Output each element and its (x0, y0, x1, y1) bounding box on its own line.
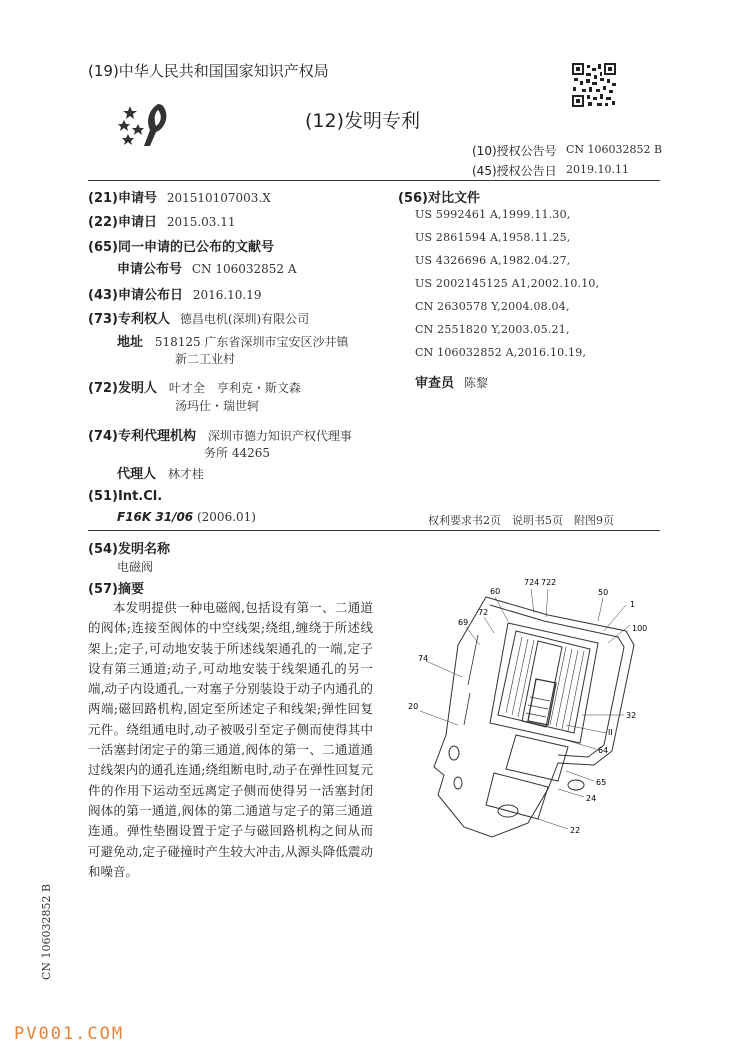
inventors-line1: 叶才全 亨利克・斯文森 (168, 381, 301, 395)
valve-figure (398, 575, 660, 845)
intcl-class: F16K 31/06 (117, 510, 194, 524)
reference-item: US 5992461 A,1999.11.30, (415, 208, 571, 221)
agent-value: 林才桂 (167, 467, 204, 481)
address-line2: 新二工业村 (175, 352, 236, 366)
reference-item: US 2861594 A,1958.11.25, (415, 231, 571, 244)
references-label: (56)对比文件 (398, 191, 480, 206)
agent-label: 代理人 (117, 467, 157, 482)
intcl-version: (2006.01) (196, 510, 256, 524)
figure-label: 74 (418, 654, 429, 663)
examiner-label: 审查员 (415, 376, 455, 391)
figure-label: 724 (524, 578, 540, 587)
reference-item: CN 2551820 Y,2003.05.21, (415, 323, 570, 336)
filing-date-label: (22)申请日 (88, 215, 157, 230)
figure-label: 1 (630, 600, 636, 609)
app-no-value: 201510107003.X (166, 191, 271, 205)
figure-label: 72 (478, 608, 489, 617)
figure-label: 24 (586, 794, 597, 803)
app-pub-date-label: (43)申请公布日 (88, 288, 183, 303)
address-line1: 518125 广东省深圳市宝安区沙井镇 (154, 335, 349, 349)
page-counts: 权利要求书2页 说明书5页 附图9页 (428, 514, 614, 527)
figure-label: II (608, 728, 613, 737)
app-pub-no-label: 申请公布号 (117, 262, 183, 277)
biblio-divider (88, 530, 660, 531)
app-pub-date-row (88, 284, 262, 303)
figure-label: 722 (541, 578, 557, 587)
agency-row (88, 425, 352, 444)
figure-label: 20 (408, 702, 419, 711)
prior-pub-label: (65)同一申请的已公布的文献号 (88, 240, 274, 255)
patentee-label: (73)专利权人 (88, 312, 170, 327)
agency-line1: 深圳市德力知识产权代理事 (207, 429, 352, 443)
figure-label: 65 (596, 778, 607, 787)
invention-title: 电磁阀 (117, 560, 154, 574)
figure-label: 60 (490, 587, 501, 596)
figure-label: 32 (626, 711, 637, 720)
reference-item: US 2002145125 A1,2002.10.10, (415, 277, 600, 290)
abstract-label: (57)摘要 (88, 582, 144, 597)
inventors-line2: 汤玛仕・瑞世轲 (175, 399, 260, 413)
examiner-row (415, 372, 488, 391)
filing-date-value: 2015.03.11 (166, 215, 236, 229)
address-label: 地址 (117, 335, 144, 350)
inventors-row (88, 377, 301, 396)
patentee-value: 德昌电机(深圳)有限公司 (179, 312, 310, 326)
grant-pub-no: CN 106032852 B (566, 143, 663, 156)
grant-pub-no-label: (10)授权公告号 (472, 144, 557, 158)
title-label-row (88, 538, 170, 557)
office-name: (19)中华人民共和国国家知识产权局 (88, 62, 329, 80)
qr-code-icon (572, 63, 616, 107)
abstract-text: 本发明提供一种电磁阀,包括设有第一、二通道的阀体;连接至阀体的中空线架;绕组,缠绕于所述线架上;定子,可动地安装于所述线架通孔的一端,定子设有第三通道;动子,可动地安装于线架通孔的另一端,动子内设通孔,一对塞子分别装设于动子内通孔的两端;磁回路机构,固定至所述定子和线架;弹性回复元件。绕组通电时,动子被吸引至定子侧而使得其中一活塞封闭定子的第三通道,阀体的第一、二通道通过线架内的通孔连通;绕组断电时,动子在弹性回复元件的作用下运动至远离定子侧而使得另一活塞封闭阀体的第一通道,阀体的第二通道与定子的第三通道连通。弹性垫圈设置于定子与磁回路机构之间从而可避免动,定子碰撞时产生较大冲击,从源头降低震动和噪音。 (88, 600, 373, 879)
agency-line2: 务所 44265 (204, 446, 270, 460)
figure-label: 22 (570, 826, 581, 835)
header-divider (88, 180, 660, 181)
reference-item: CN 106032852 A,2016.10.19, (415, 346, 587, 359)
doc-kind: (12)发明专利 (305, 110, 421, 132)
app-pub-no-row (117, 258, 297, 277)
abstract-label-row (88, 578, 144, 597)
app-pub-date-value: 2016.10.19 (192, 288, 262, 302)
side-pub-number: CN 106032852 B (40, 883, 53, 980)
figure-label: 100 (632, 624, 648, 633)
grant-date-label: (45)授权公告日 (472, 164, 557, 178)
examiner-value: 陈黎 (463, 376, 488, 390)
intcl-class-row (117, 510, 256, 524)
grant-date: 2019.10.11 (566, 163, 629, 176)
app-no-label: (21)申请号 (88, 191, 157, 206)
reference-item: CN 2630578 Y,2004.08.04, (415, 300, 570, 313)
patentee-row (88, 308, 309, 327)
reference-item: US 4326696 A,1982.04.27, (415, 254, 571, 267)
address-row (117, 331, 348, 350)
figure-label: 69 (458, 618, 469, 627)
inventors-label: (72)发明人 (88, 381, 157, 396)
agency-label: (74)专利代理机构 (88, 429, 196, 444)
title-label: (54)发明名称 (88, 542, 170, 557)
prior-pub-row (88, 236, 274, 255)
filing-date-row (88, 211, 236, 230)
watermark: PV001.COM (14, 1024, 125, 1044)
figure-label: 50 (598, 588, 609, 597)
references-header (398, 187, 480, 206)
figure-label: 64 (598, 746, 609, 755)
intcl-label: (51)Int.Cl. (88, 489, 163, 504)
app-no-row (88, 187, 271, 206)
cnipa-logo (118, 100, 188, 150)
intcl-row (88, 489, 162, 504)
agent-row (117, 463, 204, 482)
app-pub-no-value: CN 106032852 A (191, 262, 297, 276)
